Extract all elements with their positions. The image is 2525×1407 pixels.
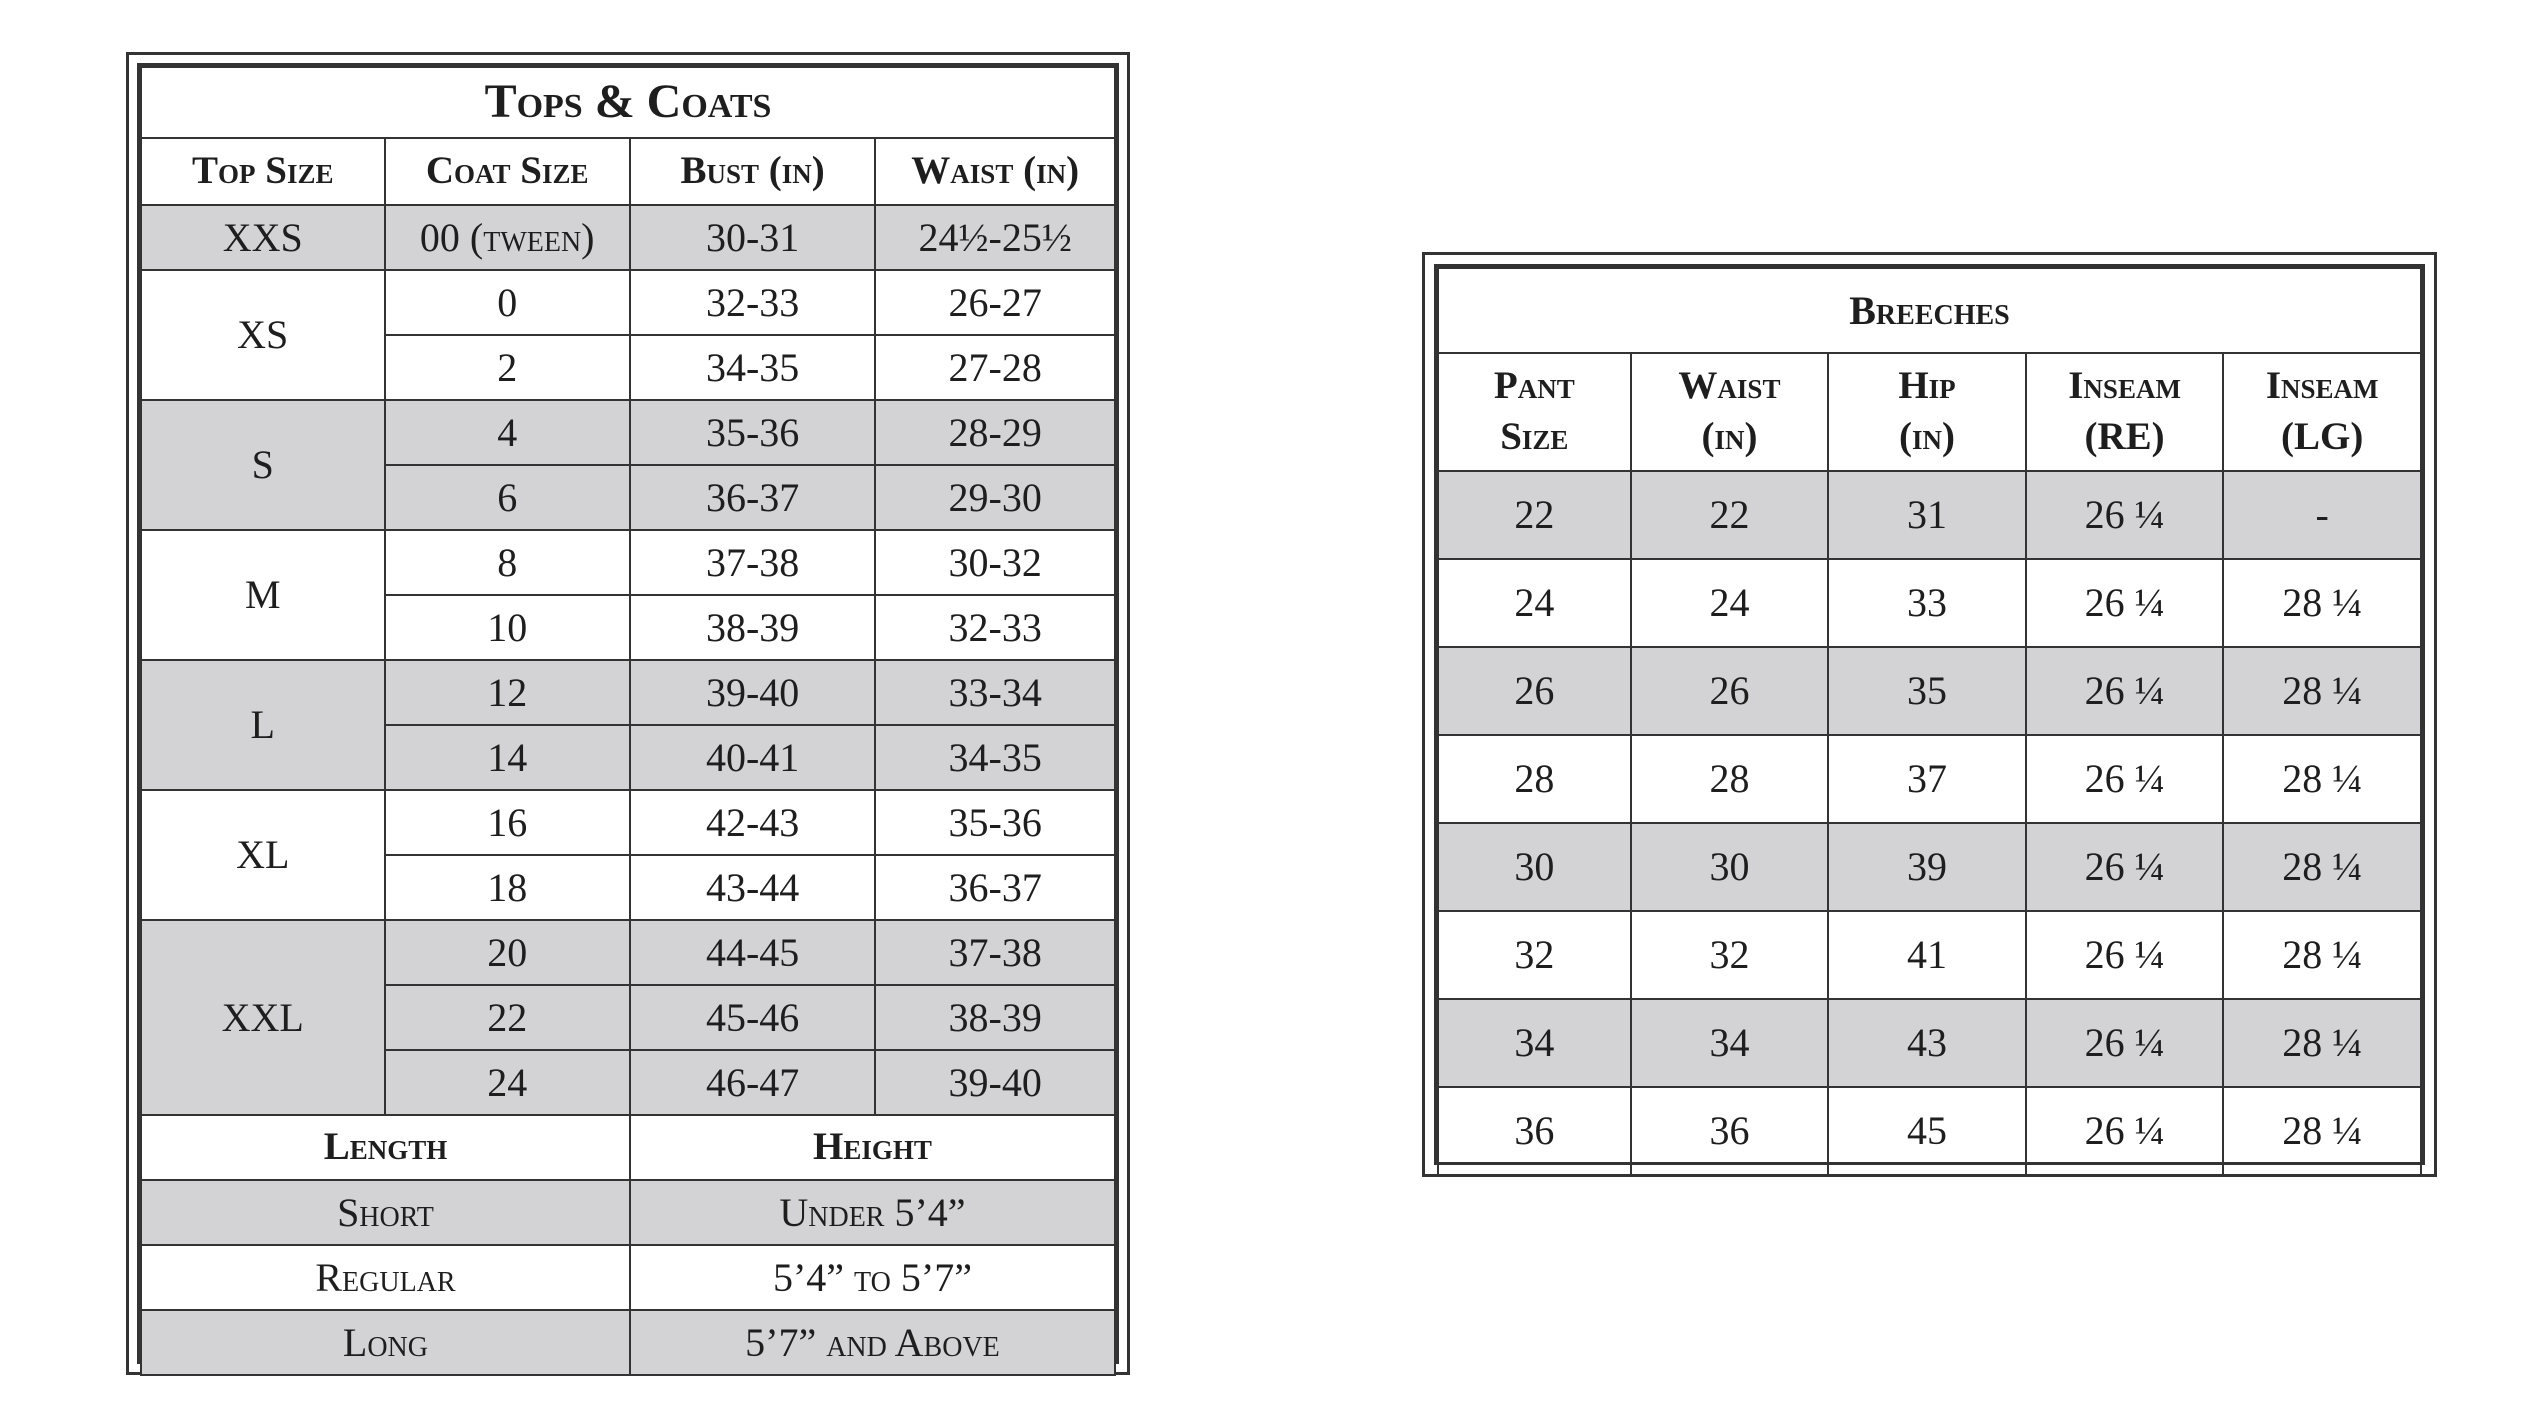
header-line: Size <box>1500 415 1569 458</box>
table-row <box>141 660 1115 725</box>
bust-cell: 34-35 <box>630 335 875 400</box>
waist-cell: 33-34 <box>875 660 1115 725</box>
hip-cell: 41 <box>1828 911 2026 999</box>
tops-coats-title: Tops & Coats <box>141 67 1115 138</box>
breeches-table <box>1437 267 2422 1176</box>
waist-cell: 35-36 <box>875 790 1115 855</box>
coat-size-cell: 2 <box>385 335 630 400</box>
inseam-lg-cell: 28 ¼ <box>2223 999 2421 1087</box>
coat-size-cell: 22 <box>385 985 630 1050</box>
header-line: (LG) <box>2281 415 2364 458</box>
length-header-row <box>141 1115 1115 1180</box>
pant-size-cell: 34 <box>1438 999 1631 1087</box>
header-line: Waist <box>1678 364 1781 408</box>
inseam-lg-cell: 28 ¼ <box>2223 559 2421 647</box>
header-top-size: Top Size <box>141 138 385 205</box>
top-size-cell: XXS <box>141 205 385 270</box>
pant-size-cell: 30 <box>1438 823 1631 911</box>
hip-cell: 45 <box>1828 1087 2026 1175</box>
table-row <box>1438 999 2421 1087</box>
waist-cell: 28-29 <box>875 400 1115 465</box>
inseam-re-cell: 26 ¼ <box>2026 559 2224 647</box>
inseam-lg-cell: 28 ¼ <box>2223 735 2421 823</box>
height-cell: 5’4” to 5’7” <box>630 1245 1115 1310</box>
header-inseam-lg <box>2223 353 2421 471</box>
table-row <box>1438 559 2421 647</box>
inseam-lg-cell: 28 ¼ <box>2223 647 2421 735</box>
bust-cell: 43-44 <box>630 855 875 920</box>
waist-cell: 27-28 <box>875 335 1115 400</box>
waist-cell: 26 <box>1631 647 1829 735</box>
pant-size-cell: 26 <box>1438 647 1631 735</box>
bust-cell: 39-40 <box>630 660 875 725</box>
pant-size-cell: 24 <box>1438 559 1631 647</box>
inseam-re-cell: 26 ¼ <box>2026 647 2224 735</box>
coat-size-cell: 00 (tween) <box>385 205 630 270</box>
top-size-cell: XXL <box>141 920 385 1115</box>
pant-size-cell: 32 <box>1438 911 1631 999</box>
hip-cell: 37 <box>1828 735 2026 823</box>
waist-cell: 34 <box>1631 999 1829 1087</box>
coat-size-cell: 6 <box>385 465 630 530</box>
hip-cell: 35 <box>1828 647 2026 735</box>
waist-cell: 32 <box>1631 911 1829 999</box>
height-cell: 5’7” and Above <box>630 1310 1115 1375</box>
breeches-header-row <box>1438 353 2421 471</box>
pant-size-cell: 22 <box>1438 471 1631 559</box>
bust-cell: 44-45 <box>630 920 875 985</box>
bust-cell: 36-37 <box>630 465 875 530</box>
header-line: Pant <box>1493 364 1575 408</box>
waist-cell: 30 <box>1631 823 1829 911</box>
waist-cell: 26-27 <box>875 270 1115 335</box>
tops-coats-body <box>141 67 1115 1375</box>
length-cell: Regular <box>141 1245 630 1310</box>
coat-size-cell: 18 <box>385 855 630 920</box>
waist-cell: 36-37 <box>875 855 1115 920</box>
inseam-re-cell: 26 ¼ <box>2026 735 2224 823</box>
header-length: Length <box>141 1115 630 1180</box>
waist-cell: 24 <box>1631 559 1829 647</box>
tops-coats-inner-border <box>137 63 1119 1364</box>
pant-size-cell: 28 <box>1438 735 1631 823</box>
table-row <box>1438 735 2421 823</box>
header-line: Hip <box>1898 364 1956 408</box>
coat-size-cell: 4 <box>385 400 630 465</box>
table-row <box>1438 911 2421 999</box>
tops-coats-table <box>140 66 1116 1376</box>
length-cell: Long <box>141 1310 630 1375</box>
waist-cell: 34-35 <box>875 725 1115 790</box>
header-waist: Waist (in) <box>875 138 1115 205</box>
waist-cell: 22 <box>1631 471 1829 559</box>
header-coat-size: Coat Size <box>385 138 630 205</box>
bust-cell: 38-39 <box>630 595 875 660</box>
waist-cell: 38-39 <box>875 985 1115 1050</box>
length-row <box>141 1245 1115 1310</box>
header-height: Height <box>630 1115 1115 1180</box>
coat-size-cell: 14 <box>385 725 630 790</box>
waist-cell: 29-30 <box>875 465 1115 530</box>
waist-cell: 28 <box>1631 735 1829 823</box>
inseam-re-cell: 26 ¼ <box>2026 471 2224 559</box>
coat-size-cell: 0 <box>385 270 630 335</box>
inseam-re-cell: 26 ¼ <box>2026 1087 2224 1175</box>
hip-cell: 43 <box>1828 999 2026 1087</box>
header-hip <box>1828 353 2026 471</box>
bust-cell: 45-46 <box>630 985 875 1050</box>
inseam-lg-cell: 28 ¼ <box>2223 1087 2421 1175</box>
breeches-body <box>1438 268 2421 1175</box>
waist-cell: 39-40 <box>875 1050 1115 1115</box>
bust-cell: 30-31 <box>630 205 875 270</box>
coat-size-cell: 12 <box>385 660 630 725</box>
header-inseam-re <box>2026 353 2224 471</box>
waist-cell: 36 <box>1631 1087 1829 1175</box>
pant-size-cell: 36 <box>1438 1087 1631 1175</box>
top-size-cell: XL <box>141 790 385 920</box>
breeches-chart <box>1422 252 2437 1177</box>
table-row <box>141 400 1115 465</box>
inseam-lg-cell: - <box>2223 471 2421 559</box>
table-row <box>141 920 1115 985</box>
table-row <box>141 270 1115 335</box>
top-size-cell: M <box>141 530 385 660</box>
waist-cell: 37-38 <box>875 920 1115 985</box>
coat-size-cell: 16 <box>385 790 630 855</box>
header-line: (in) <box>1899 415 1956 458</box>
coat-size-cell: 20 <box>385 920 630 985</box>
waist-cell: 24½-25½ <box>875 205 1115 270</box>
header-line: Inseam <box>2265 364 2379 408</box>
length-cell: Short <box>141 1180 630 1245</box>
bust-cell: 40-41 <box>630 725 875 790</box>
header-line: (RE) <box>2084 415 2165 458</box>
header-bust: Bust (in) <box>630 138 875 205</box>
waist-cell: 30-32 <box>875 530 1115 595</box>
table-row <box>141 790 1115 855</box>
tops-coats-chart <box>126 52 1130 1375</box>
bust-cell: 42-43 <box>630 790 875 855</box>
top-size-cell: S <box>141 400 385 530</box>
coat-size-cell: 10 <box>385 595 630 660</box>
breeches-title: Breeches <box>1438 268 2421 353</box>
coat-size-cell: 8 <box>385 530 630 595</box>
table-row <box>141 530 1115 595</box>
bust-cell: 35-36 <box>630 400 875 465</box>
header-waist <box>1631 353 1829 471</box>
table-row <box>1438 1087 2421 1175</box>
height-cell: Under 5’4” <box>630 1180 1115 1245</box>
table-row <box>1438 647 2421 735</box>
inseam-re-cell: 26 ¼ <box>2026 911 2224 999</box>
length-row <box>141 1310 1115 1375</box>
coat-size-cell: 24 <box>385 1050 630 1115</box>
inseam-lg-cell: 28 ¼ <box>2223 911 2421 999</box>
length-row <box>141 1180 1115 1245</box>
inseam-lg-cell: 28 ¼ <box>2223 823 2421 911</box>
breeches-inner-border <box>1434 264 2425 1165</box>
table-row <box>1438 471 2421 559</box>
bust-cell: 32-33 <box>630 270 875 335</box>
inseam-re-cell: 26 ¼ <box>2026 823 2224 911</box>
top-size-cell: L <box>141 660 385 790</box>
top-size-cell: XS <box>141 270 385 400</box>
hip-cell: 33 <box>1828 559 2026 647</box>
bust-cell: 46-47 <box>630 1050 875 1115</box>
table-row <box>1438 823 2421 911</box>
header-line: (in) <box>1701 415 1758 458</box>
hip-cell: 31 <box>1828 471 2026 559</box>
header-line: Inseam <box>2068 364 2181 408</box>
hip-cell: 39 <box>1828 823 2026 911</box>
inseam-re-cell: 26 ¼ <box>2026 999 2224 1087</box>
table-row <box>141 205 1115 270</box>
header-pant-size <box>1438 353 1631 471</box>
bust-cell: 37-38 <box>630 530 875 595</box>
waist-cell: 32-33 <box>875 595 1115 660</box>
